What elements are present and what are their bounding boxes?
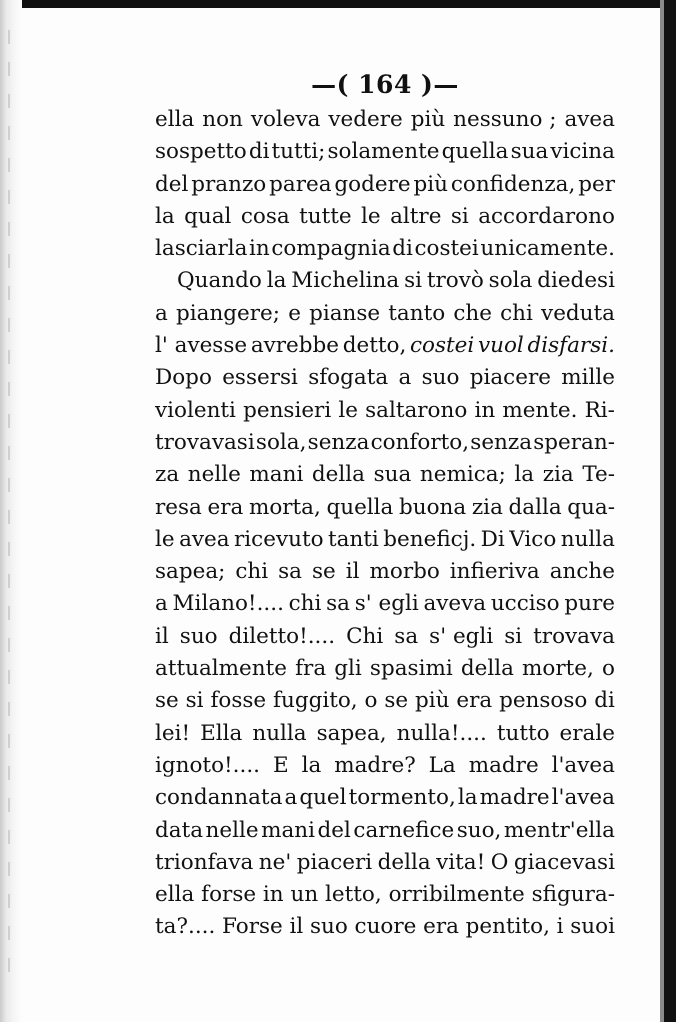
word: a <box>155 591 168 617</box>
word: ta?.... <box>155 914 216 940</box>
word: la <box>514 462 535 488</box>
word: attualmente <box>155 656 287 682</box>
word: a <box>398 365 412 391</box>
word: suo <box>421 365 460 391</box>
word: chi <box>288 591 322 617</box>
word: infieriva <box>449 559 540 585</box>
word: se <box>311 559 336 585</box>
word: Vico <box>509 526 557 552</box>
text-line <box>155 169 615 201</box>
word: avea <box>564 107 615 132</box>
text-line <box>155 492 615 524</box>
text-line <box>155 879 615 911</box>
word: ignoto!.... <box>155 752 260 778</box>
word: sua <box>373 462 412 488</box>
word: vita! <box>436 849 486 875</box>
word: Milano!.... <box>172 591 284 617</box>
text-line <box>155 815 615 847</box>
text-line <box>155 362 615 394</box>
word: quella <box>441 139 509 165</box>
word: nulla <box>252 720 307 746</box>
word: i <box>556 914 564 940</box>
text-line <box>155 104 615 136</box>
word: un <box>290 882 319 908</box>
word: confidenza, <box>450 171 576 197</box>
word: mani <box>261 817 316 843</box>
word: si <box>404 268 422 294</box>
word: conforto, <box>370 429 470 455</box>
word: di <box>594 688 615 714</box>
word: qua- <box>567 494 615 520</box>
word: madre <box>479 785 550 811</box>
word: sfogata <box>308 365 389 391</box>
text-line <box>155 621 615 653</box>
word: chi <box>235 559 269 585</box>
word: sapea; <box>155 559 226 585</box>
word: o <box>601 656 615 682</box>
word: godere <box>334 171 411 197</box>
word: le <box>338 397 358 423</box>
word: disfarsi. <box>527 333 615 359</box>
word: della <box>460 656 514 682</box>
word: spasimi <box>369 656 453 682</box>
word: forse <box>201 882 257 908</box>
word: cuore <box>354 914 417 940</box>
word: non <box>202 107 243 132</box>
word: voleva <box>250 107 321 132</box>
word: za <box>155 462 180 488</box>
word: che <box>453 300 492 326</box>
word: Michelina <box>291 268 400 294</box>
page-binding-edge <box>0 0 22 1022</box>
word: della <box>377 849 431 875</box>
word: vuol <box>477 333 524 359</box>
word: lasciarla <box>155 236 248 262</box>
word: mentr'ella <box>503 817 615 843</box>
word: nessuno ; <box>453 107 557 132</box>
word: di <box>248 139 270 165</box>
word: l' avesse <box>155 333 248 359</box>
word: morte, <box>522 656 594 682</box>
word: del <box>155 171 189 197</box>
word: l'avea <box>551 785 615 811</box>
text-line <box>155 427 615 459</box>
word: della <box>311 462 365 488</box>
word: Chi <box>346 623 384 649</box>
word: sfigura- <box>531 882 615 908</box>
word: letto, <box>325 882 382 908</box>
word: anche <box>549 559 615 585</box>
word: a <box>284 785 298 811</box>
word: aveva <box>423 591 487 617</box>
word: suoi <box>570 914 615 940</box>
word: morta, <box>248 494 321 520</box>
word: Ella <box>200 720 243 746</box>
page-top-border <box>0 0 676 8</box>
word: nulla!.... <box>396 720 487 746</box>
word: s' egli <box>429 623 494 649</box>
word: mille <box>561 365 615 391</box>
word: il <box>155 623 169 649</box>
word: madre <box>468 752 539 778</box>
word: Di <box>480 526 505 552</box>
word: di <box>392 236 413 262</box>
word: ne' <box>258 849 292 875</box>
word: dalla <box>508 494 562 520</box>
word: trionfava <box>155 849 254 875</box>
word: mente. <box>502 397 578 423</box>
word: sospetto <box>155 139 247 165</box>
word: tormento, <box>348 785 456 811</box>
word: fra <box>295 656 327 682</box>
word: si <box>185 688 204 714</box>
word: altre <box>390 203 442 229</box>
word: il <box>345 559 360 585</box>
word: qual <box>184 203 232 229</box>
word: fosse <box>210 688 267 714</box>
word: si <box>450 203 469 229</box>
word: nulla <box>560 526 615 552</box>
word: tutti; <box>271 139 326 165</box>
word: Forse <box>222 914 283 940</box>
text-line <box>155 588 615 620</box>
word: per <box>578 171 615 197</box>
word: trovò <box>426 268 484 294</box>
word: Te- <box>582 462 615 488</box>
word: tanti <box>327 526 379 552</box>
page-number: —( 164 )— <box>311 70 459 99</box>
word: La <box>428 752 456 778</box>
word: trovavasi <box>155 429 255 455</box>
word: sa <box>326 591 350 617</box>
word: le <box>361 203 381 229</box>
word: ella <box>155 882 195 908</box>
word: pure <box>564 591 615 617</box>
word: compagnia <box>271 236 391 262</box>
word: carnefice <box>353 817 455 843</box>
word: tanto <box>388 300 446 326</box>
body-text <box>155 104 615 944</box>
word: vicina <box>550 139 615 165</box>
word: unicamente. <box>480 236 615 262</box>
word: sa <box>278 559 302 585</box>
word: tutte <box>299 203 352 229</box>
word: erale <box>559 720 615 746</box>
word: se <box>384 688 409 714</box>
word: più <box>413 171 448 197</box>
word: orribilmente <box>388 882 525 908</box>
word: il <box>289 914 304 940</box>
word: ricevuto <box>234 526 324 552</box>
word: era <box>456 688 493 714</box>
text-line <box>155 750 615 782</box>
word: quella <box>326 494 394 520</box>
word: lei! <box>155 720 191 746</box>
text-line <box>155 685 615 717</box>
word: solamente <box>327 139 440 165</box>
word: senza <box>307 429 370 455</box>
word: più <box>410 107 446 132</box>
word: nelle <box>187 462 241 488</box>
text-line <box>155 298 615 330</box>
word: buona <box>399 494 467 520</box>
word: speran- <box>533 429 615 455</box>
word: del <box>317 817 351 843</box>
word: vedere <box>328 107 403 132</box>
word: avea <box>179 526 230 552</box>
word: Ri- <box>584 397 615 423</box>
word: diletto!.... <box>228 623 336 649</box>
word: avrebbe <box>250 333 340 359</box>
text-line <box>155 395 615 427</box>
word: pensieri <box>243 397 332 423</box>
word: essersi <box>222 365 298 391</box>
word: sua <box>510 139 549 165</box>
word: O <box>490 849 509 875</box>
word: saltarono <box>365 397 468 423</box>
text-line <box>155 911 615 943</box>
word: accordarono <box>478 203 615 229</box>
word: s' egli <box>354 591 419 617</box>
word: E <box>272 752 289 778</box>
word: condannata <box>155 785 283 811</box>
word: e <box>288 300 301 326</box>
word: più <box>414 688 450 714</box>
word: a <box>155 300 168 326</box>
word: sola <box>488 268 533 294</box>
word: la <box>457 785 478 811</box>
word: le <box>155 526 175 552</box>
word: chi <box>500 300 533 326</box>
word: la <box>155 203 175 229</box>
text-line <box>155 136 615 168</box>
word: pranzo <box>191 171 267 197</box>
word: in <box>474 397 496 423</box>
word: suo <box>309 914 348 940</box>
word: senza <box>470 429 533 455</box>
text-line <box>155 653 615 685</box>
word: zia <box>471 494 503 520</box>
word: Quando <box>177 268 262 294</box>
word: cosa <box>240 203 290 229</box>
text-line <box>155 233 615 265</box>
word: morbo <box>369 559 440 585</box>
text-line <box>155 782 615 814</box>
word: pianse <box>309 300 381 326</box>
word: nelle <box>205 817 259 843</box>
word: l'avea <box>551 752 615 778</box>
word: detto, <box>342 333 407 359</box>
text-line <box>155 718 615 750</box>
word: mani <box>249 462 304 488</box>
word: costei <box>414 236 479 262</box>
word: veduta <box>541 300 615 326</box>
page-right-border <box>664 0 676 1022</box>
word: resa <box>155 494 202 520</box>
word: Dopo <box>155 365 212 391</box>
word: fuggito, <box>273 688 358 714</box>
word: violenti <box>155 397 236 423</box>
word: giacevasi <box>513 849 615 875</box>
word: suo, <box>456 817 502 843</box>
word: o <box>364 688 378 714</box>
word: sapea, <box>316 720 387 746</box>
word: piaceri <box>296 849 373 875</box>
word: quel <box>299 785 347 811</box>
word: parea <box>269 171 332 197</box>
text-line <box>155 847 615 879</box>
word: piacere <box>469 365 551 391</box>
word: ella <box>155 107 195 132</box>
text-line <box>155 556 615 588</box>
word: sa <box>394 623 419 649</box>
word: pensoso <box>499 688 588 714</box>
word: suo <box>179 623 218 649</box>
word: ucciso <box>490 591 560 617</box>
text-line <box>155 265 615 297</box>
word: diedesi <box>537 268 615 294</box>
word: trovava <box>533 623 615 649</box>
word: gli <box>334 656 362 682</box>
word: nemica; <box>419 462 506 488</box>
word: sola, <box>255 429 307 455</box>
text-line <box>155 524 615 556</box>
word: beneficj. <box>383 526 477 552</box>
word: la <box>266 268 287 294</box>
text-line <box>155 201 615 233</box>
word: pentito, <box>465 914 550 940</box>
text-line <box>155 330 615 362</box>
word: se <box>155 688 179 714</box>
word: in <box>249 236 270 262</box>
word: si <box>504 623 523 649</box>
word: costei <box>409 333 475 359</box>
word: data <box>155 817 204 843</box>
word: piangere; <box>175 300 281 326</box>
word: zia <box>542 462 574 488</box>
word: in <box>262 882 284 908</box>
word: la <box>301 752 322 778</box>
word: era <box>207 494 244 520</box>
text-line <box>155 459 615 491</box>
word: madre? <box>334 752 416 778</box>
word: era <box>423 914 459 940</box>
word: tutto <box>496 720 550 746</box>
